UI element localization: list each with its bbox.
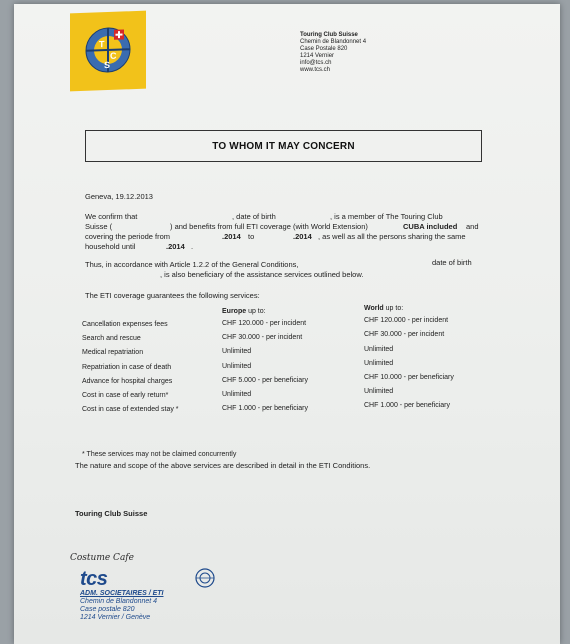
row-2-europe: CHF 30.000 - per incident: [222, 334, 303, 341]
sender-city: 1214 Vernier: [300, 53, 335, 59]
col-europe-suffix: up to:: [248, 308, 266, 315]
row-1-world: CHF 120.000 - per incident: [364, 317, 449, 324]
row-4-europe: Unlimited: [222, 363, 252, 370]
p1-line-1a: We confirm that: [85, 212, 138, 221]
row-2-service: Search and rescue: [82, 335, 141, 342]
col-world-header: [364, 305, 403, 312]
p1-line-2d: and: [466, 222, 479, 231]
sender-name: Touring Club Suisse: [300, 32, 358, 38]
row-7-service: Cost in case of extended stay *: [82, 406, 179, 413]
signoff: Touring Club Suisse: [75, 509, 148, 518]
row-3-world: Unlimited: [364, 346, 394, 353]
p1-line-3a: covering the periode from: [85, 232, 171, 241]
stamp-address: [80, 590, 164, 622]
stamp-brand: tcs: [80, 568, 108, 590]
p1-line-3e: , as well as all the persons sharing the same: [318, 232, 466, 241]
p2-line-2: , is also beneficiary of the assistance services outlined below.: [160, 270, 364, 279]
p1-line-3b: .2014: [222, 232, 241, 241]
sender-address: [300, 32, 366, 74]
p1-line-1c: , is a member of The Touring Club: [330, 212, 443, 221]
sender-street: Chemin de Blandonnet 4: [300, 39, 367, 45]
p1-line-2c: CUBA included: [403, 222, 458, 231]
col-world-suffix: up to:: [385, 305, 404, 312]
col-europe-header: [222, 308, 266, 315]
p3-intro: The ETI coverage guarantees the following services:: [85, 291, 260, 300]
stamp-line-1: ADM. SOCIETAIRES / ETI: [80, 590, 164, 597]
row-4-service: Repatriation in case of death: [82, 364, 172, 371]
logo-letter-t: T: [99, 39, 105, 50]
row-6-world: Unlimited: [364, 388, 394, 395]
p2-line-1b: date of birth: [432, 258, 472, 267]
stamp-line-3: Case postale 820: [80, 606, 135, 613]
row-3-europe: Unlimited: [222, 348, 252, 355]
tcs-wheel-icon: [84, 23, 132, 77]
letter-title: TO WHOM IT MAY CONCERN: [85, 130, 482, 162]
p1-line-4a: household until: [85, 242, 136, 251]
scope-note: The nature and scope of the above services are described in detail in the ETI Conditions.: [75, 461, 371, 470]
logo-letter-c: C: [110, 50, 117, 61]
p2-line-1a: Thus, in accordance with Article 1.2.2 of the General Conditions,: [85, 260, 299, 269]
p1-line-3d: .2014: [293, 232, 312, 241]
letter-date: Geneva, 19.12.2013: [85, 192, 153, 201]
col-europe-label: Europe: [222, 308, 247, 315]
p1-line-2b: ) and benefits from full ETI coverage (with World Extension): [170, 222, 368, 231]
row-5-world: CHF 10.000 - per beneficiary: [364, 374, 454, 381]
row-1-service: Cancellation expenses fees: [82, 321, 168, 328]
row-5-service: Advance for hospital charges: [82, 378, 173, 385]
stamp-line-2: Chemin de Blandonnet 4: [80, 598, 158, 605]
footnote: * These services may not be claimed concurrently: [82, 451, 237, 458]
row-7-world: CHF 1.000 - per beneficiary: [364, 402, 450, 409]
p1-line-2a: Suisse (: [85, 222, 113, 231]
col-world-label: World: [364, 305, 384, 312]
sender-website: www.tcs.ch: [300, 67, 331, 73]
row-5-europe: CHF 5.000 - per beneficiary: [222, 377, 308, 384]
sender-po-box: Case Postale 820: [300, 46, 348, 52]
row-2-world: CHF 30.000 - per incident: [364, 331, 445, 338]
row-3-service: Medical repatriation: [82, 349, 144, 356]
logo-letter-s: S: [104, 59, 111, 71]
p1-line-1b: , date of birth: [232, 212, 276, 221]
sender-email: info@tcs.ch: [300, 60, 332, 66]
p1-line-4b: .2014: [166, 242, 185, 251]
p1-line-4c: .: [191, 242, 194, 251]
row-6-service: Cost in case of early return*: [82, 392, 169, 399]
tcs-logo: [70, 11, 146, 92]
p1-line-3c: to: [248, 232, 255, 241]
row-4-world: Unlimited: [364, 360, 394, 367]
row-7-europe: CHF 1.000 - per beneficiary: [222, 405, 308, 412]
stamp-line-4: 1214 Vernier / Genève: [80, 614, 151, 621]
stamp-emblem-icon: [195, 568, 215, 588]
handwritten-signature: Costume Cafe: [70, 553, 134, 563]
row-6-europe: Unlimited: [222, 391, 252, 398]
row-1-europe: CHF 120.000 - per incident: [222, 320, 307, 327]
